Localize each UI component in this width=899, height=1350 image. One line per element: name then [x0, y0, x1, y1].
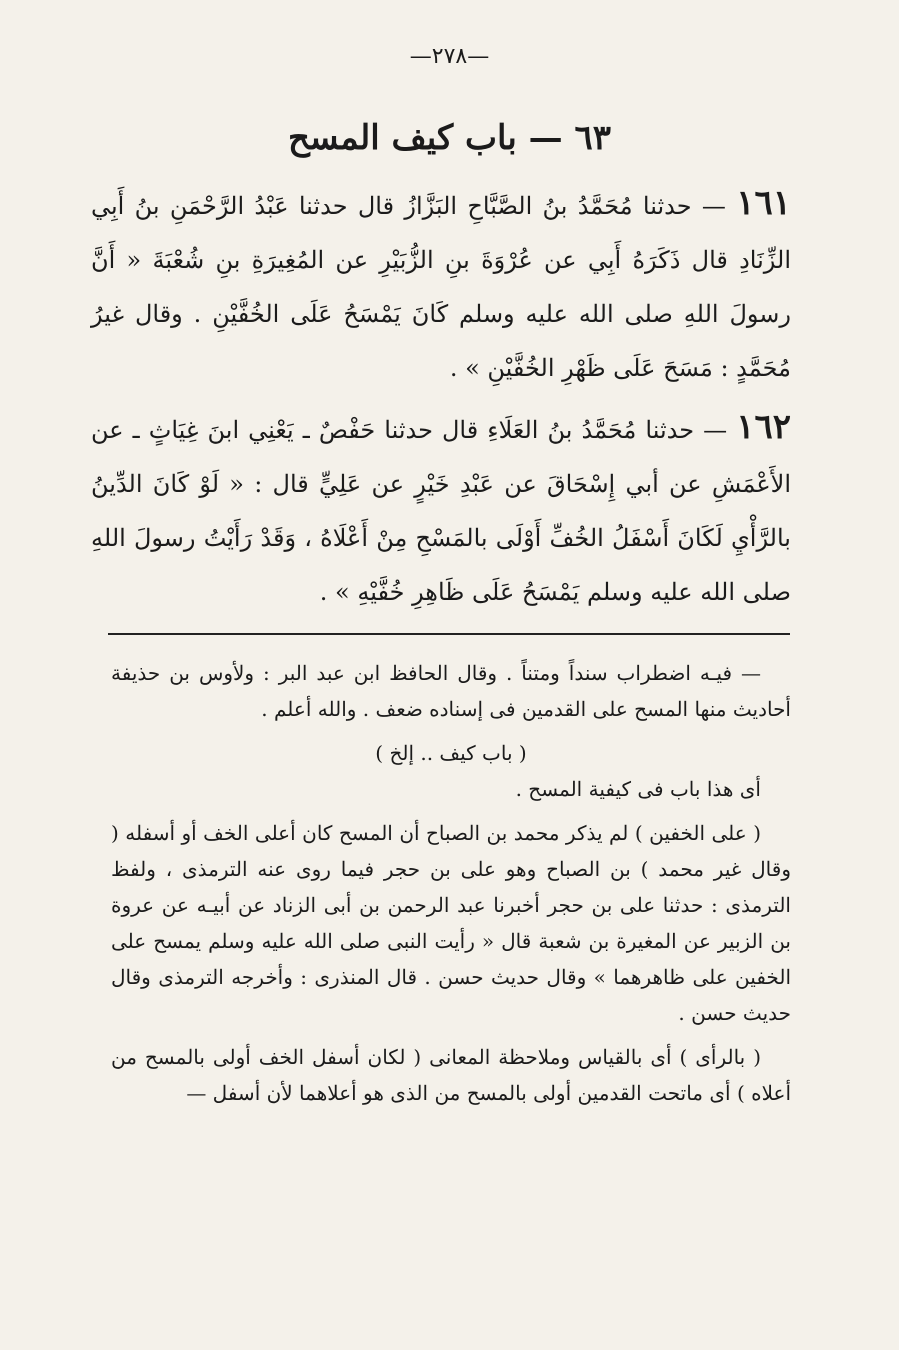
chapter-title: ٦٣ — باب كيف المسح [287, 118, 612, 158]
footnote-divider [108, 633, 790, 635]
hadith-161 [91, 176, 791, 395]
page-number: —٢٧٨— [409, 44, 490, 69]
hadith-162 [91, 400, 791, 619]
commentary-paragraph: ( بالرأى ) أى بالقياس وملاحظة المعانى ( لكان أسفل الخف أولى بالمسح من أعلاه ) أى ماتحت القدمين أولى بالمسح من الذى هو أعلاهما لأن أسفل — [111, 1045, 791, 1105]
hadith-number: ١٦٢ [736, 407, 791, 447]
commentary-heading: ( باب كيف .. إلخ ) [375, 741, 527, 765]
hadith-text: — حدثنا مُحَمَّدُ بنُ الصَّبَّاحِ البَزَّازُ قال حدثنا عَبْدُ الرَّحْمَنِ بنُ أَبِي الزِّنَادِ قال ذَكَرَهُ أَبِي عن عُرْوَةَ بنِ الزُّبَيْرِ عن المُغِيرَةِ بنِ شُعْبَةَ « أَنَّ رسولَ اللهِ صلى الله عليه وسلم كَانَ يَمْسَحُ عَلَى الخُفَّيْنِ . وقال غيرُ مُحَمَّدٍ : مَسَحَ عَلَى ظَهْرِ الخُفَّيْنِ » . [91, 192, 791, 382]
commentary-paragraph: — فيـه اضطراب سنداً ومتناً . وقال الحافظ ابن عبد البر : ولأوس بن حذيفة أحاديث منها المسح على القدمين فى إسناده ضعف . والله أعلم . [111, 661, 791, 721]
commentary [111, 655, 791, 1119]
commentary-paragraph: أى هذا باب فى كيفية المسح . [515, 777, 761, 801]
hadith-number: ١٦١ [736, 183, 791, 223]
hadith-text: — حدثنا مُحَمَّدُ بنُ العَلَاءِ قال حدثنا حَفْصٌ ـ يَعْنِي ابنَ غِيَاثٍ ـ عن الأَعْمَشِ عن أبي إِسْحَاقَ عن عَبْدِ خَيْرٍ عن عَلِيٍّ قال : « لَوْ كَانَ الدِّينُ بالرَّأْيِ لَكَانَ أَسْفَلُ الخُفِّ أَوْلَى بالمَسْحِ مِنْ أَعْلَاهُ ، وَقَدْ رَأَيْتُ رسولَ اللهِ صلى الله عليه وسلم يَمْسَحُ عَلَى ظَاهِرِ خُفَّيْهِ » . [91, 416, 791, 606]
commentary-paragraph: ( على الخفين ) لم يذكر محمد بن الصباح أن المسح كان أعلى الخف أو أسفله ( وقال غير محمد ) بن الصباح وهو على بن حجر فيما روى عنه الترمذى ، ولفظ الترمذى : حدثنا على بن حجر أخبرنا عبد الرحمن بن أبى الزناد عن أبيـه عن عروة بن الزبير عن المغيرة بن شعبة قال « رأيت النبى صلى الله عليه وسلم يمسح على الخفين على ظاهرهما » وقال حديث حسن . قال المنذرى : وأخرجه الترمذى وقال حديث حسن . [111, 821, 791, 1025]
